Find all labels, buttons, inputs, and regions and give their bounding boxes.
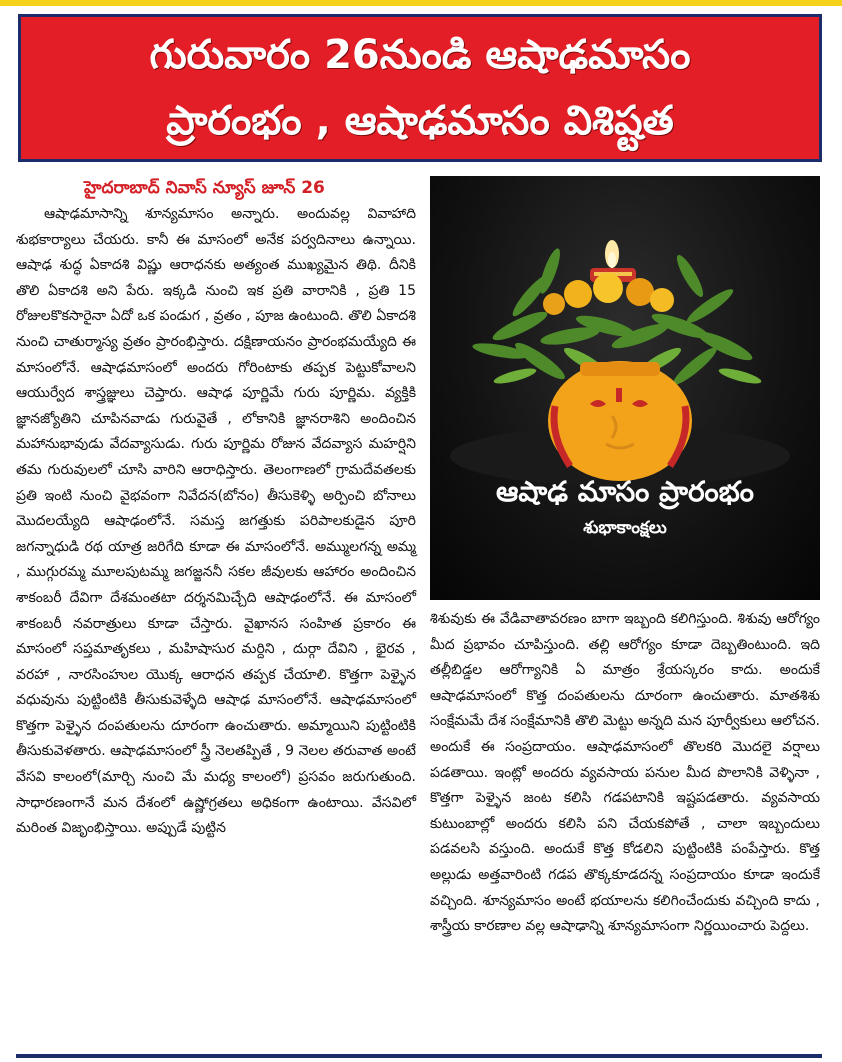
headline-line-2: ప్రారంభం , ఆషాఢమాసం విశిష్టత [166, 98, 674, 144]
tilak [616, 388, 622, 402]
photo-title: ఆషాఢ మాసం ప్రారంభం [496, 475, 754, 508]
dateline: హైదరాబాద్ నివాస్ న్యూస్ జూన్ 26 [84, 178, 325, 198]
article-column-right: శిశువుకు ఈ వేడివాతావరణం బాగా ఇబ్బంది కలిగిస్తుంది. శిశువు ఆరోగ్యం మీద ప్రభావం చూపిస్తుంది. తల్లి ఆరోగ్యం కూడా దెబ్బతింటుంది. ఇది తల్లీబిడ్డల ఆరోగ్యానికి ఏ మాత్రం శ్రేయస్కరం కాదు. అందుకే ఆషాఢమాసంలో కొత్త దంపతులను దూరంగా ఉంచుతారు. మాతశిశు సంక్షేమమే దేశ సంక్షేమానికి తొలి మెట్టు అన్నది మన పూర్వీకులు ఆలోచన. అందుకే ఈ సంప్రదాయం. ఆషాఢమాసంలో తొలకరి మొదలై వర్షాలు పడతాయి. ఇంట్లో అందరు వ్యవసాయ పనుల మీద పొలానికి వెళ్ళినా , కొత్తగా పెళ్ళైన జంట కలిసి గడపటానికి ఇష్టపడతారు. వ్యవసాయ కుటుంబాల్లో అందరు కలిసి పని చేయకపోతే , చాలా ఇబ్బందులు పడవలసి వస్తుంది. అందుకే కొత్త కోడలిని పుట్టింటికి పంపేస్తారు. కొత్త అల్లుడు అత్తవారింటి గడప తొక్కకూడదన్న సంప్రదాయం కూడా ఇందుకే వచ్చింది. శూన్యమాసం అంటే భయాలను కలిగించేందుకు వచ్చింది కాదు , శాస్త్రీయ కారణాల వల్ల ఆషాఢాన్ని శూన్యమాసంగా నిర్ణయించారు పెద్దలు. [430, 611, 820, 935]
marigold-5 [543, 293, 565, 315]
article-column-left: ఆషాఢమాసాన్ని శూన్యమాసం అన్నారు. అందువల్ల వివాహాది శుభకార్యాలు చేయరు. కానీ ఈ మాసంలో అనేక పర్వదినాలు ఉన్నాయి. ఆషాఢ శుద్ధ ఏకాదశి విష్ణు ఆరాధనకు అత్యంత ముఖ్యమైన తిథి. దీనికి తొలి ఏకాదశి అని పేరు. ఇక్కడి నుంచి ఇక ప్రతి వారానికి , ప్రతి 15 రోజులకొకసారైనా ఏదో ఒక పండుగ , వ్రతం , పూజ ఉంటుంది. తొలి ఏకాదశి నుంచి చాతుర్మాస్య వ్రతం ప్రారంభిస్తారు. దక్షిణాయనం ప్రారంభమయ్యేది ఈ మాసంలోనే. ఆషాఢమాసంలో అందరు గోరింటాకు తప్పక పెట్టుకోవాలని ఆయుర్వేద శాస్త్రజ్ఞులు చెప్తారు. ఆషాఢ పూర్ణిమే గురు పూర్ణిమ. వ్యక్తికి జ్ఞానజ్యోతిని చూపినవాడు గురువైతే , లోకానికి జ్ఞానరాశిని అందించిన మహానుభావుడు వేదవ్యాసుడు. గురు పూర్ణిమ రోజున వేదవ్యాస మహర్షిని తమ గురువులలో చూసి వారిని ఆరాధిస్తారు. తెలంగాణలో గ్రామదేవతలకు ప్రతి ఇంటి నుంచి వైభవంగా నివేదన(బోనం) తీసుకెళ్ళి అర్పించి బోనాలు మొదలయ్యేది ఆషాఢంలోనే. సమస్త జగత్తుకు పరిపాలకుడైన పూరి జగన్నాధుడి రథ యాత్ర జరిగేది కూడా ఈ మాసంలోనే. అమ్ములగన్న అమ్మ , ముగ్గురమ్మ మూలపుటమ్మ జగజ్జననీ సకల జీవులకు ఆహారం అందించిన శాకంబరీ దేవిగా దేశమంతటా దర్శనమిచ్చేది ఆషాఢంలోనే. ఈ మాసంలో శాకంబరీ నవరాత్రులు కూడా చేస్తారు. వైఖానస సంహిత ప్రకారం ఈ మాసంలో సప్తమాతృకలు , మహిషాసుర మర్దిని , దుర్గా దేవిని , భైరవ , వరహా , నారసింహుల యొక్క ఆరాధన తప్పక చేయాలి. కొత్తగా పెళ్ళైన వధువును పుట్టింటికి తీసుకువెళ్ళేది ఆషాఢ మాసంలోనే. ఆషాఢమాసంలో కొత్తగా పెళ్ళైన దంపతులను దూరంగా ఉంచుతారు. అమ్మాయిని పుట్టింటికి తీసుకువెళతారు. ఆషాఢమాసంలో స్త్రీ నెలతప్పితే , 9 నెలల తరువాత అంటే వేసవి కాలంలో(మార్చి నుంచి మే మధ్య కాలంలో) ప్రసవం జరుగుతుంది. సాధారణంగానే మన దేశంలో ఉష్ణోగ్రతలు అధికంగా ఉంటాయి. వేసవిలో మరింత విజృంభిస్తాయి. అప్పుడే పుట్టిన [16, 206, 416, 837]
headline-line-1: గురువారం 26నుండి ఆషాఢమాసం [149, 32, 691, 78]
headline-banner [18, 14, 822, 162]
lamp-flame-core [608, 252, 616, 268]
bottom-rule [16, 1054, 822, 1058]
marigold-2 [593, 273, 623, 303]
kalasham-neck [580, 362, 660, 376]
marigold-1 [564, 280, 592, 308]
marigold-3 [626, 278, 654, 306]
article-photo [430, 176, 820, 600]
photo-subtitle: శుభాకాంక్షలు [583, 518, 667, 538]
top-accent-bar [0, 0, 842, 6]
marigold-4 [650, 288, 674, 312]
